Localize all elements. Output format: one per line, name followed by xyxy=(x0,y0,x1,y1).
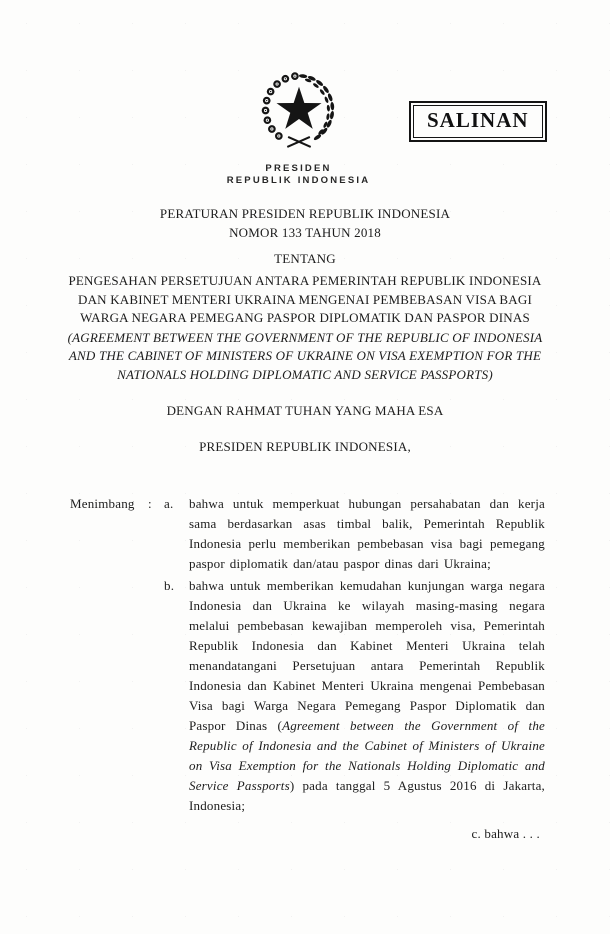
about-label: TENTANG xyxy=(274,251,336,266)
item-marker: a. xyxy=(164,496,174,511)
considerations-colon: : xyxy=(148,496,152,511)
catchword: c. bahwa . . . xyxy=(471,826,540,841)
considerations-list xyxy=(164,494,545,816)
item-marker: b. xyxy=(164,578,175,593)
item-text: bahwa untuk memberikan kemudahan kunjungan warga negara Indonesia dan Ukraina ke wilayah masing-masing negara melalui pembebasan kewajiban memperoleh visa, Pemerintah Republik Indonesia dan Kabinet Menteri Ukraina telah menandatangani Persetujuan antara Pemerintah Republik Indonesia dan Kabinet Menteri Ukraina mengenai Pembebasan Visa bagi Warga Negara Pemegang Paspor Diplomatik dan Paspor Dinas (Agreement between the Government of the Republic of Indonesia and the Cabinet of Ministers of Ukraine on Visa Exemption for the Nationals Holding Diplomatic and Service Passports) pada tanggal 5 Agustus 2016 di Jakarta, Indonesia; xyxy=(189,578,545,813)
consideration-item-b xyxy=(164,576,545,816)
letterhead-line1: PRESIDEN xyxy=(265,163,332,174)
salinan-stamp-label: SALINAN xyxy=(413,105,543,138)
considerations-label: Menimbang xyxy=(70,496,135,511)
letterhead-line2: REPUBLIK INDONESIA xyxy=(226,175,371,186)
considerations-section xyxy=(55,494,555,816)
regulation-title: PERATURAN PRESIDEN REPUBLIK INDONESIA xyxy=(159,206,451,221)
presidential-emblem-icon xyxy=(257,70,341,152)
invocation-line: DENGAN RAHMAT TUHAN YANG MAHA ESA xyxy=(166,403,444,418)
subject-title-english: (AGREEMENT BETWEEN THE GOVERNMENT OF THE REPUBLIC OF INDONESIA AND THE CABINET OF MINISTERS OF UKRAINE ON VISA EXEMPTION FOR THE NATIONALS HOLDING DIPLOMATIC AND SERVICE PASSPORTS) xyxy=(67,329,543,382)
letterhead xyxy=(0,163,597,187)
item-text: bahwa untuk memperkuat hubungan persahabatan dan kerja sama berdasarkan asas timbal balik, Pemerintah Republik Indonesia perlu memberikan pembebasan visa bagi pemegang paspor diplomatik dan/atau paspor dinas dari Ukraina; xyxy=(189,496,545,571)
regulation-number: NOMOR 133 TAHUN 2018 xyxy=(229,225,381,240)
enacting-authority-line: PRESIDEN REPUBLIK INDONESIA, xyxy=(199,439,411,454)
salinan-stamp xyxy=(409,101,547,142)
subject-title-indonesian: PENGESAHAN PERSETUJUAN ANTARA PEMERINTAH REPUBLIK INDONESIA DAN KABINET MENTERI UKRAINA MENGENAI PEMBEBASAN VISA BAGI WARGA NEGARA PEMEGANG PASPOR DIPLOMATIK DAN PASPOR DINAS xyxy=(68,273,542,325)
document-body xyxy=(55,204,555,844)
consideration-item-a xyxy=(164,494,545,574)
